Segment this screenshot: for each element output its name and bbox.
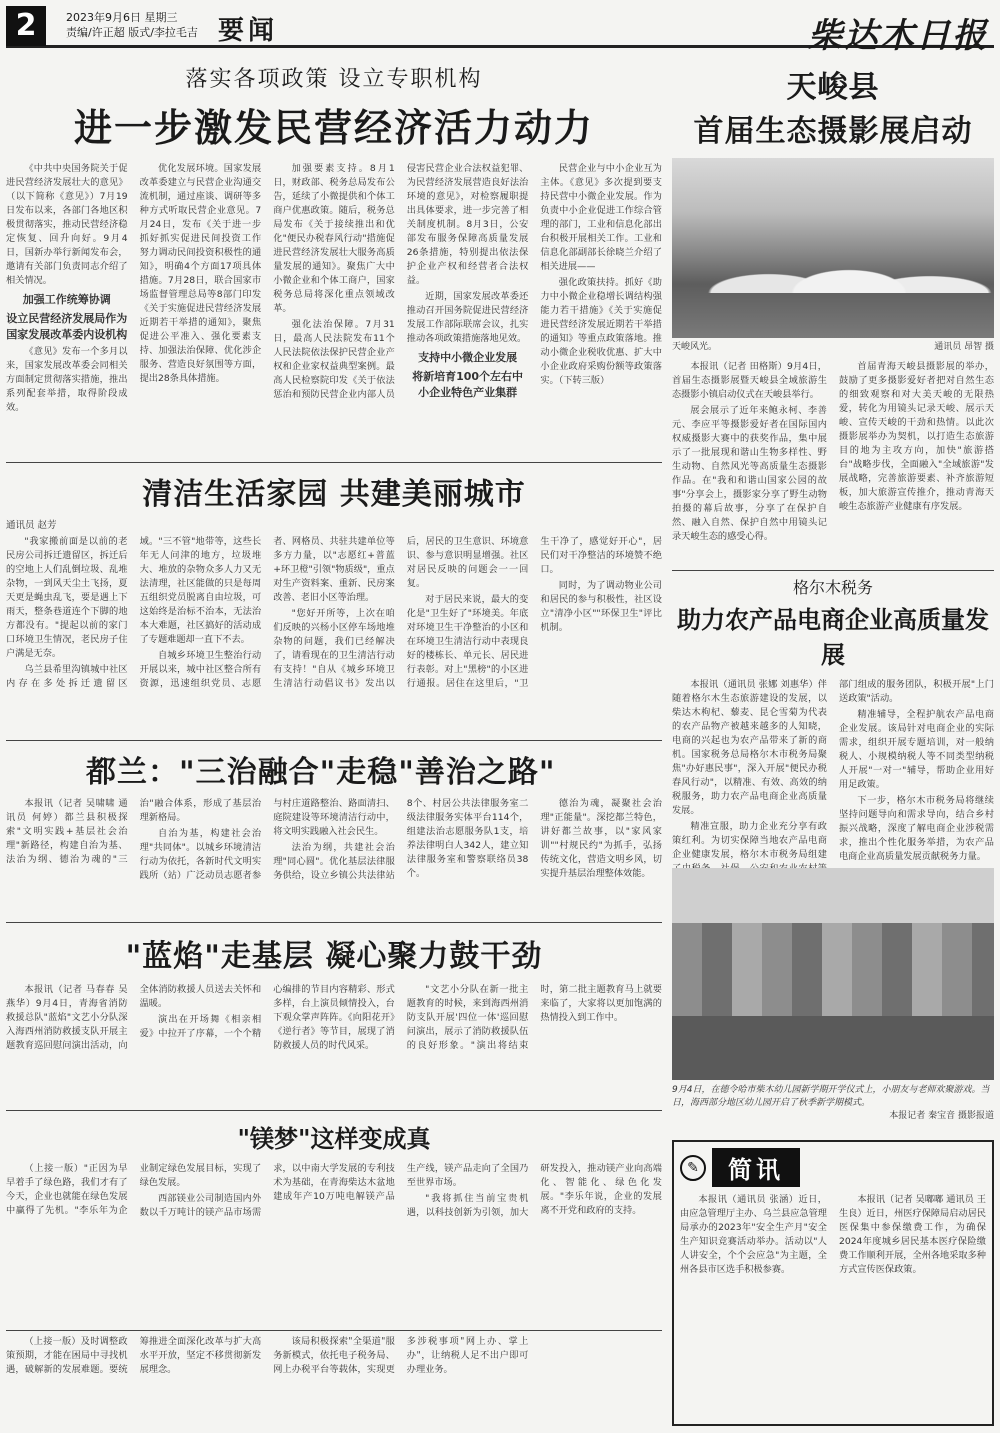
blue-flame-article	[6, 922, 662, 1102]
paragraph: 自城乡环境卫生整治行动开展以来，城中社区整合所有资源，迅速组织党员、志愿者、网格员、共驻共建单位等多方力量，以"志愿红+普蓝+环卫橙"引领"物质级"，重点对生产资料案、重新、民房案改善、老旧小区等治理。	[139, 536, 395, 689]
magnesium-article	[6, 1110, 662, 1325]
tax-kicker: 格尔木税务	[792, 578, 873, 597]
subhead: 支持中小微企业发展	[418, 351, 518, 364]
clean-headline: 清洁生活家园 共建美丽城市	[142, 477, 526, 512]
section-title: 要闻	[218, 16, 279, 46]
photo-credit: 本报记者 秦宝音 摄影报道	[889, 1111, 994, 1121]
tax-article	[672, 570, 994, 860]
paragraph: 本报讯（通讯员 张娜 刘惠华）伴随着格尔木生态旅游建设的发展，以柴达木枸杞、藜麦、昆仑雪菊为代表的农产品物产被越来越多的人知晓，电商的兴起也为农产品带来了新的商机。国家税务总局格尔木市税务局聚焦"办好惠民事"，深入开展"便民办税春风行动"，以精准、有效、高效的纳税服务，助力农产品电商企业高质量发展。	[672, 679, 827, 816]
photo-credit: 通讯员 昂智 摄	[934, 342, 994, 352]
clean-body	[6, 535, 662, 735]
paragraph: 展会展示了近年来鲍永柯、李善元、李应平等摄影爱好者在国际国内权威摄影大赛中的获奖作品，集中展示了一批展现和谐山生物多样性、野生动物、自然风光等高质量生态摄影作品。在"我和和谐山国家公园的故事"分享会上，摄影家分享了野生动物拍摄的幕后故事，分享了在保护自然、融入自然、保护自然中用镜头记录天峻生态的感受心得。	[672, 405, 827, 542]
paragraph: 近期，国家发展改革委还推动召开国务院促进民营经济发展工作部际联席会议，扎实推动各项政策措施落地见效。	[406, 291, 529, 344]
blue-flame-body	[6, 983, 662, 1103]
masthead	[6, 6, 994, 56]
paragraph: "文艺小分队在新一批主题教育的时候，来到海西州消防支队开展'四位一体'巡回慰问演出，展示了消防救援队伍的良好形象。"演出将结束时，第二批主题教育马上就要来临了，大家将以更加饱满的热情投入到工作中。	[406, 984, 662, 1051]
blue-flame-headline: "蓝焰"走基层 凝心聚力鼓干劲	[125, 939, 543, 974]
lead-body	[6, 162, 662, 462]
paragraph: 法治为纲，共建社会治理"同心圆"。优化基层法律服务供给，设立乡镇公共法律站8个、村居公共法律服务室二级法律服务实体平台114个，组建法治志愿服务队1支，培养法律明白人342人，建立知法律服务室和警察联络员38个。	[273, 798, 529, 881]
tax-headline: 助力农产品电商企业高质量发展	[677, 605, 989, 669]
paragraph: （上接一版）"正因为早早着手了绿色路，我们才有了今天，企业也就能在绿色发展中赢得了先机。"李乐年为企业制定绿色发展目标，实现了绿色发展。	[6, 1163, 262, 1216]
paragraph: 民营企业与中小企业互为主体。《意见》多次提到要支持民营中小微企业发展。作为负责中小企业促进工作综合管理的部门，工业和信息化部出台积极开展相关工作。工业和信息化部副部长徐晓兰介绍了相关进展——	[540, 163, 662, 272]
paragraph: "您好开所等，上次在咱们反映的兴杨小区停车场地堆杂物的问题，我们已经解决了，请看现在的卫生清洁行动有支持！"自从《城乡环境卫生清洁行动倡议书》发出以后，居民的卫生意识、环境意识、参与意识明显增强。社区对居民反映的问题会一一回复。	[273, 536, 529, 689]
issue-meta	[66, 10, 198, 40]
subhead: 加强工作统筹协调	[22, 293, 111, 306]
photo-caption	[672, 341, 994, 354]
paragraph: 精准辅导，全程护航农产品电商企业发展。该局针对电商企业的实际需求，组织开展专题培训，对一般纳税人、小规模纳税人等不同类型纳税人开展"一对一"辅导，帮助企业用好用足政策。	[839, 709, 994, 790]
paragraph: 乌兰县希里沟镇城中社区内存在多处拆迁遗留区域。"三不管"地带等，这些长年无人问津的地方，垃圾堆大、堆放的杂物众多人力又无法清理，社区能做的只是每周五组织党员脱离自由垃圾，可这始终是治标不治本，无法治本大难题，社区搞好的活动成了专题难题却一直下不去。	[6, 536, 262, 689]
caption-text: 天峻风光。	[672, 342, 718, 352]
bottom-body	[6, 1335, 662, 1427]
paragraph: "我家搬前面是以前的老民房公司拆迁遗留区，拆迁后的空地上人们乱倒垃圾、乱堆杂物，一到风天尘土飞扬，夏天更是蝇虫乱飞，要是遇上下雨天，整条巷道连个下脚的地方都没有。"提起以前的家门口环境卫生情况，老民房子住户满是无奈。	[6, 536, 128, 659]
page-number: 2	[6, 6, 46, 46]
bottom-strip	[6, 1330, 662, 1428]
dulan-body	[6, 797, 662, 917]
paragraph: 对于居民来说，最大的变化是"卫生好了"环境美。年底对环境卫生干净整治的小区和在环境卫生清洁行动中表现良好的楼栋长、单元长、居民进行表彰。对上"黑榜"的小区进行通报。居住在这里后，"卫生干净了，感觉好开心"，居民们对干净整洁的环境赞不绝口。	[406, 536, 662, 689]
editor-credits: 责编/许正超 版式/李拉毛吉	[66, 26, 198, 39]
magnesium-body	[6, 1162, 662, 1327]
paragraph: 精准宣服，助力企业充分享有政策红利。为切实保障当地农产品电商企业健康发展，格尔木市税务局组建 部门组成的服务团队，积极开展"上门送政策"活动。	[672, 679, 994, 860]
paragraph: 《意见》发布一个多月以来，国家发展改革委会同相关方面制定贯彻落实措施，推出系列配套举措，取得阶段成效。	[6, 346, 128, 413]
paragraph: 加强要素支持。8月1日，财政部、税务总局发布公告，延续了小微提供和个体工商户优惠政策。随后，税务总局发布《关于接续推出和优化"便民办税春风行动"措施促进民营经济发展壮大服务高质量发展的通知》。聚焦广大中小微企业和个体工商户，国家税务总局将深化重点领域改革。	[273, 163, 395, 314]
newspaper-logo: 柴达木日报	[808, 16, 988, 56]
paragraph: 本报讯（记者 马春春 吴燕华）9月4日，青海省消防救援总队"蓝焰"文艺小分队深入海西州消防救援支队开展主题教育巡回慰问演出活动，向全体消防救援人员送去关怀和温暖。	[6, 984, 262, 1051]
paragraph: 本报讯（通讯员 张涵）近日，由应急管理厅主办、乌兰县应急管理局承办的2023年"安全生产月"安全生产知识竞赛活动举办。活动以"人人讲安全，个个会应急"为主题，全州各县市区选手积极参赛。	[680, 1194, 827, 1275]
paragraph: 该局积极探索"全渠道"服务新模式，依托电子税务局、网上办税平台等载体，实现更多涉税事项"网上办、掌上办"，让纳税人足不出户即可办理业务。	[273, 1336, 529, 1375]
magnesium-headline: "镁梦"这样变成真	[237, 1124, 431, 1153]
paragraph: 德治为魂，凝聚社会治理"正能量"。深挖都兰特色，讲好都兰故事，以"家风家训""村规民约"为抓手，弘扬传统文化，营造文明乡风，切实提升基层治理整体效能。	[540, 798, 662, 879]
dulan-headline: 都兰："三治融合"走稳"善治之路"	[86, 755, 556, 790]
issue-date: 2023年9月6日 星期三	[66, 11, 178, 24]
lead-kicker: 落实各项政策 设立专职机构	[185, 67, 483, 92]
paragraph: 本报讯（记者 吴嘟嘟 通讯员 王生良）近日，州医疗保障局启动居民医保集中参保缴费工作，为确保2024年度城乡居民基本医疗保险缴费工作顺利开展，全州各地采取多种方式宣传医保政策。	[839, 1194, 986, 1275]
kids-photo-block	[672, 868, 994, 1133]
lead-headline: 进一步激发民营经济活力动力	[73, 105, 594, 150]
paragraph: 下一步，格尔木市税务局将继续坚持问题导向和需求导向，结合乡村振兴战略，深度了解电商企业涉税需求，推出个性化服务举措，为农产品电商企业高质量发展贡献税务力量。	[839, 795, 994, 862]
photo-caption: 9月4日，在德令哈市柴木幼儿园新学期开学仪式上，小朋友与老师欢聚游戏。当日，海西部分地区幼儿园开启了秋季新学期模式。	[672, 1085, 990, 1108]
brief-news-box	[672, 1140, 994, 1426]
tianjun-headline-2: 首届生态摄影展启动	[693, 114, 973, 149]
paragraph: 西部镁业公司制造国内外数以千万吨计的镁产品市场需求，以中南大学发展的专利技术为基础，在青海柴达木盆地建成年产10万吨电解镁产品生产线，镁产品走向了全国乃至世界市场。	[139, 1163, 529, 1218]
paragraph: 强化法治保障。7月31日，最高人民法院发布11个人民法院依法保护民营企业产权和企业家权益典型案例。最高人民检察院印发《关于依法惩治和预防民营企业内部人员侵害民营企业合法权益犯罪、为民营经济发展营造良好法治环境的意见》，对检察履职提出具体要求，进一步完善了相关制度机制。8月3日，公安部发布服务保障高质量发展26条措施，特别提出依法保护企业产权和经营者合法权益。	[273, 163, 529, 400]
paragraph: 演出在开场舞《相亲相爱》中拉开了序幕，一个个精心编排的节目内容精彩、形式多样，台上演员倾情投入，台下观众掌声阵阵。《向阳花开》《逆行者》等节目，展现了消防救援人员的时代风采。	[139, 984, 395, 1051]
tianjun-headline: 天峻县	[786, 70, 880, 105]
paragraph: 自治为基，构建社会治理"共同体"。以城乡环境清洁行动为依托，各新时代文明实践所（站）广泛动员志愿者参与村庄道路整治、路面清扫、庭院建设等环境清洁行动中，将文明实践融入社会民生。	[139, 798, 395, 881]
tianjun-body	[672, 360, 994, 560]
paragraph: 首届青海天峻县摄影展的举办，鼓励了更多摄影爱好者把对自然生态的细致观察和对大美天峻的无限热爱，转化为用镜头记录天峻、展示天峻、宣传天峻的干劲和热情。以此次摄影展举办为契机，以打造生态旅游目的地为主攻方向，加快"旅游搭台"战略步伐，全面融入"全域旅游"发展战略，完善旅游要素、补齐旅游短板，加大旅游宣传推介，推动青海天峻生态旅游产业健康有序发展。	[839, 361, 994, 512]
subhead: 将新培育100个左右中小企业特色产业集群	[412, 370, 524, 399]
lead-article	[6, 62, 662, 452]
mountain-photo	[672, 158, 994, 338]
brief-title: 简讯	[712, 1148, 800, 1187]
paragraph: "我将抓住当前宝贵机遇，以科技创新为引领，加大研发投入，推动镁产业向高端化、智能化、绿色化发展。"李乐年说，企业的发展离不开党和政府的支持。	[406, 1163, 662, 1218]
paragraph: 同时，为了调动物业公司和居民的参与积极性，社区设立"清净小区""环保卫生"评比机制。	[540, 580, 662, 633]
brief-body	[680, 1193, 986, 1423]
brief-icon: ✎	[680, 1155, 706, 1181]
brief-header	[680, 1148, 986, 1187]
paragraph: 本报讯（记者 田格斯）9月4日，首届生态摄影展暨天峻县全域旅游生态摄影小镇启动仪式在天峻县举行。	[672, 361, 827, 400]
dulan-article	[6, 740, 662, 915]
paragraph: 优化发展环境。国家发展改革委建立与民营企业沟通交流机制，通过座谈、调研等多种方式听取民营企业意见。7月24日，发布《关于进一步抓好抓实促进民间投资工作 努力调动民间投资积极性的通知》，明确4个方面17项具体措施。7月28日，联合国家市场监督管理总局等8部门印发《关于实施促进民营经济发展近期若干举措的通知》，聚焦促进公平准入、强化要素支持、加强法治保障、优化涉企服务、营造良好氛围等方面，提出28条具体措施。	[139, 163, 262, 384]
paragraph: （上接一版）及时调整政策预期，才能在困局中寻找机遇，破解新的发展难题。要统筹推进全面深化改革与扩大高水平开放，坚定不移贯彻新发展理念。	[6, 1336, 262, 1375]
paragraph: 《中共中央国务院关于促进民营经济发展壮大的意见》（以下简称《意见》）7月19日发布以来，各部门各地区积极贯彻落实，推动民营经济稳定恢复、回升向好。9月4日，国新办举行新闻发布会，邀请有关部门负责同志介绍了相关情况。	[6, 163, 128, 286]
tianjun-article	[672, 62, 994, 562]
paragraph: 本报讯（记者 吴啸啸 通讯员 何婷）都兰县积极探索"文明实践+基层社会治理"新路径，构建自治为基、法治为纲、德治为魂的"三治"融合体系，形成了基层治理新格局。	[6, 798, 262, 865]
clean-city-article	[6, 462, 662, 732]
kindergarten-photo	[672, 868, 994, 1080]
paragraph: 强化政策扶持。抓好《助力中小微企业稳增长调结构强能力若干措施》《关于实施促进民营经济发展近期若干举措的通知》等重点政策落地。推动小微企业税收优惠、扩大中小企业政府采购份额等政策落实。（下转三版）	[540, 277, 662, 386]
subhead: 设立民营经济发展局作为国家发展改革委内设机构	[6, 312, 128, 341]
byline: 通讯员 赵芳	[6, 520, 57, 531]
